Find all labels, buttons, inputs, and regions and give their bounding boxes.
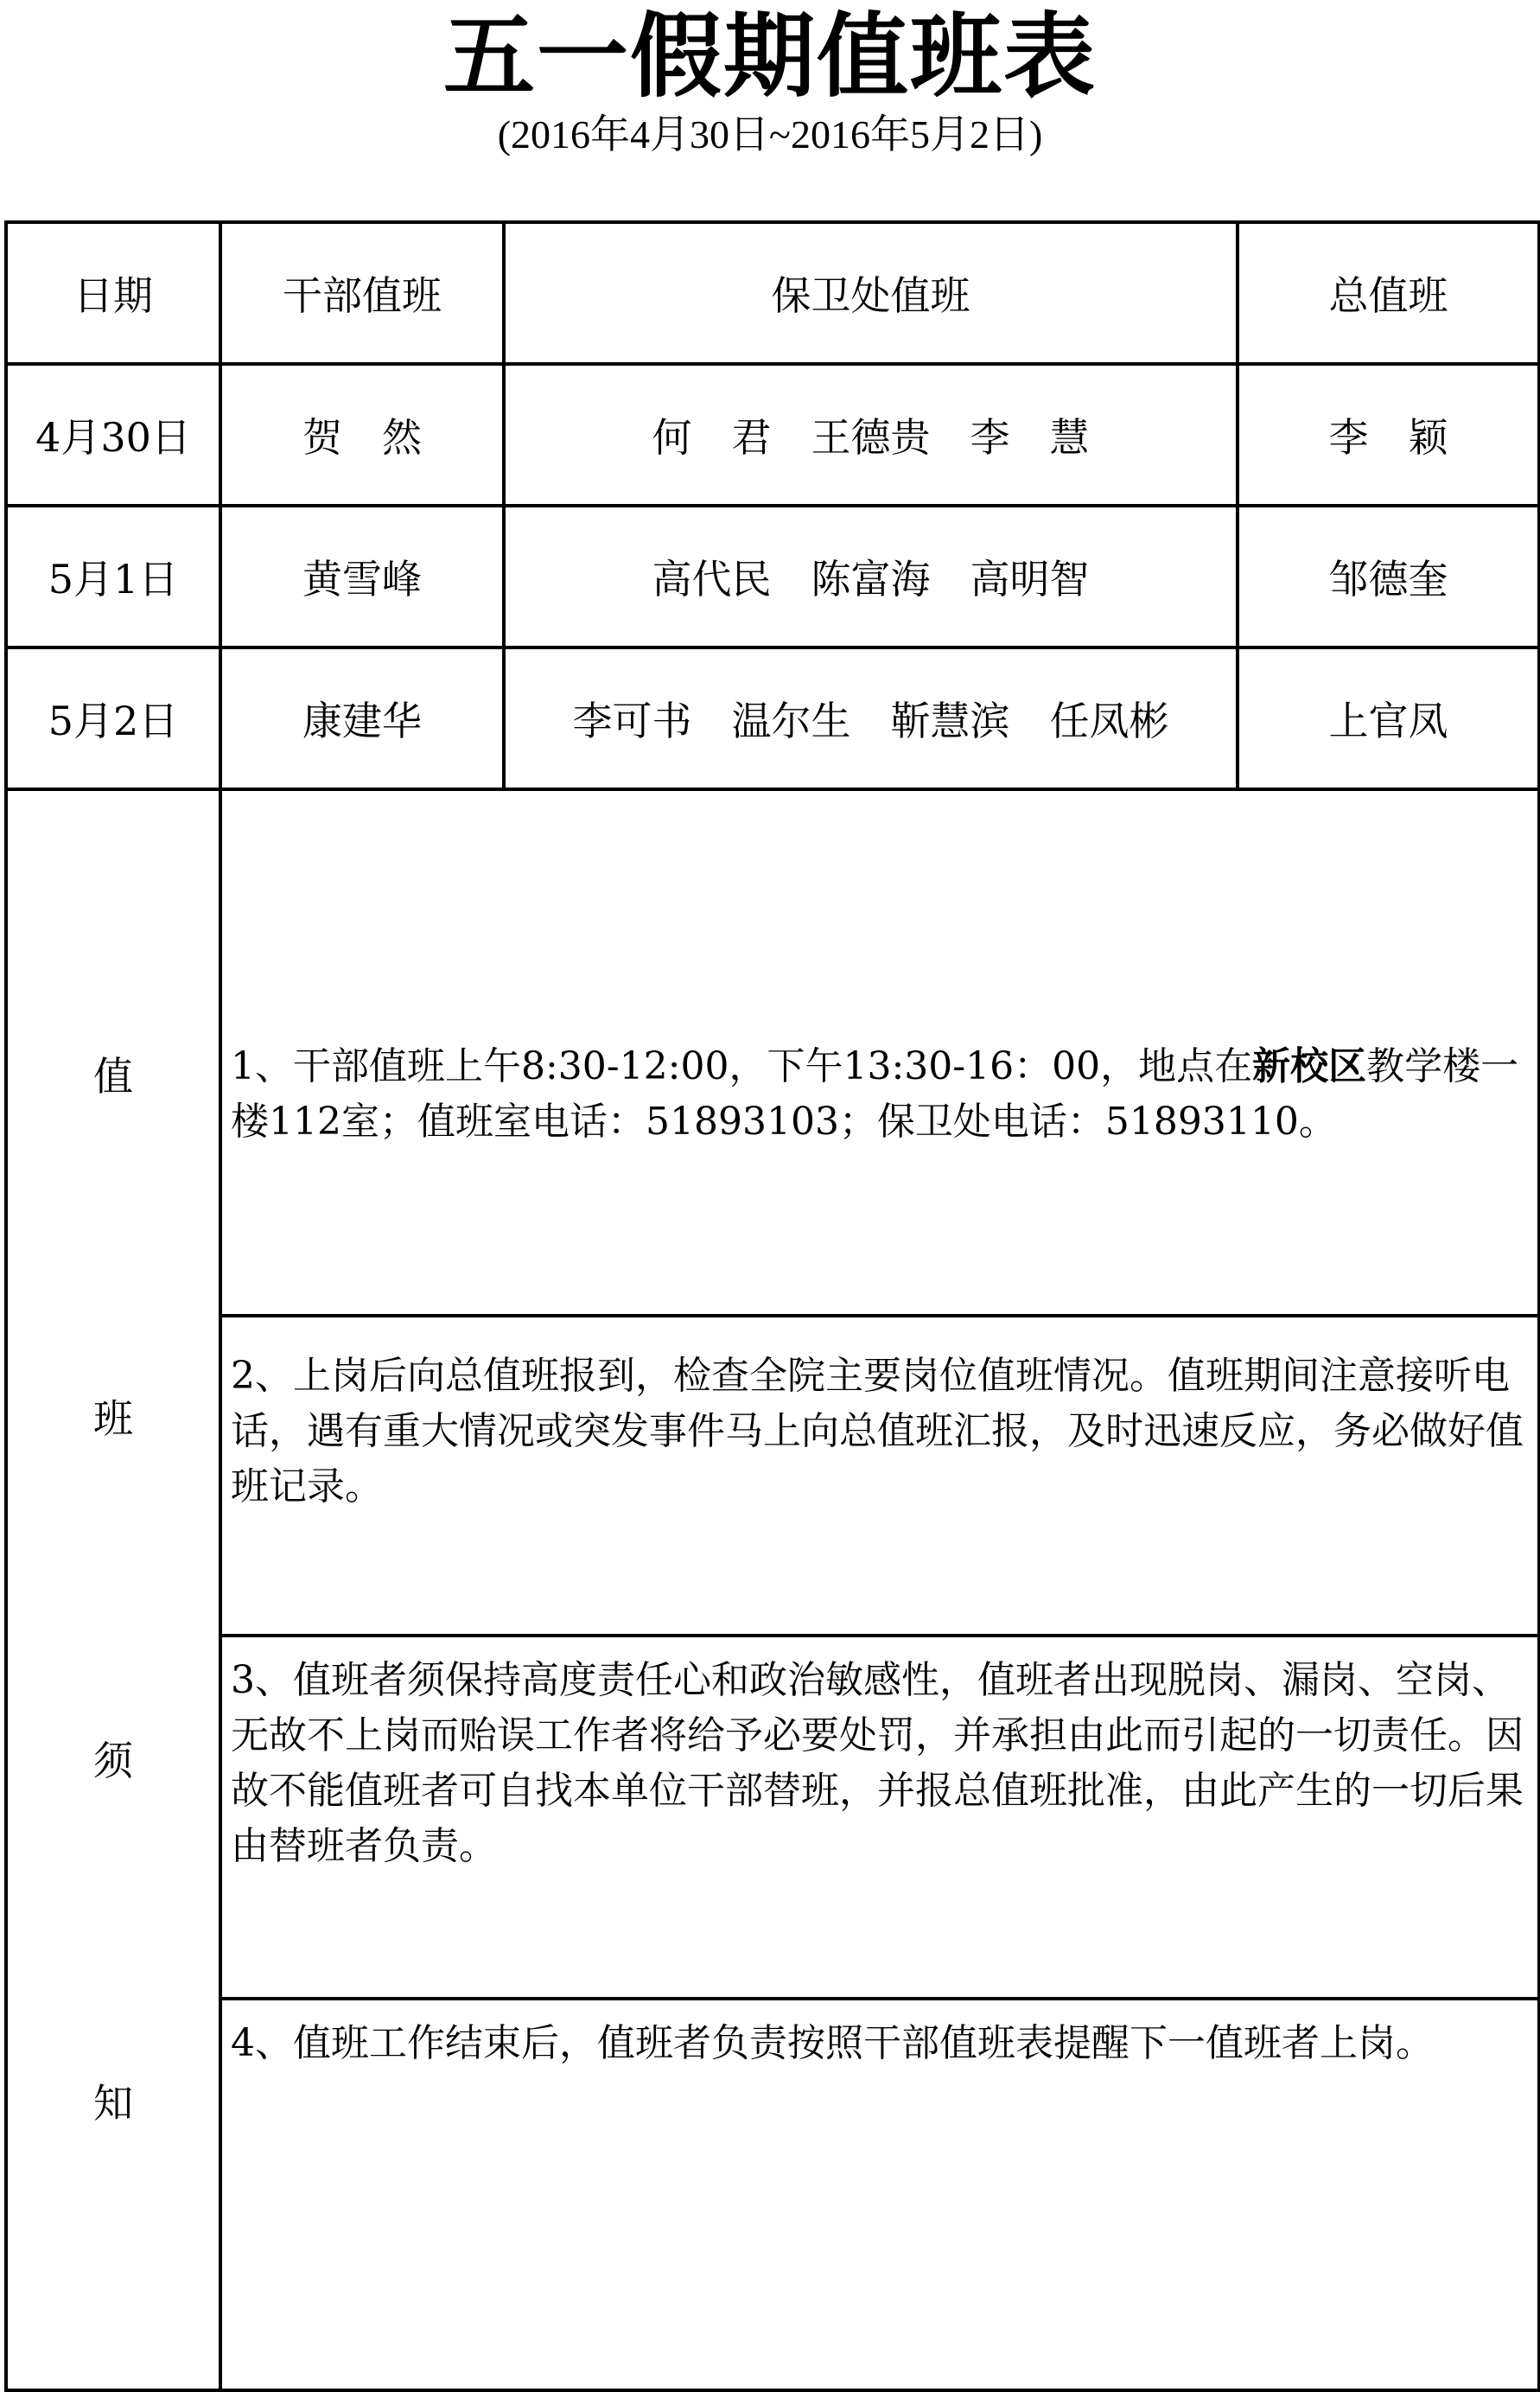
notice-item-1-text-cont: 教学楼一楼112室；值班室电话：51893103；保卫处电话：51893110。 — [231, 1044, 1519, 1144]
notice-item-2: 2、上岗后向总值班报到，检查全院主要岗位值班情况。值班期间注意接听电话，遇有重大情况或突发事件马上向总值班汇报，及时迅速反应，务必做好值班记录。 — [222, 1314, 1537, 1540]
row-date: 4月30日 — [6, 364, 220, 506]
page-title: 五一假期值班表 — [443, 3, 1097, 110]
row-date: 5月1日 — [6, 506, 220, 647]
table-header-row — [6, 222, 1539, 364]
row-cadre: 贺 然 — [220, 364, 504, 506]
row-security: 高代民 陈富海 高明智 — [504, 506, 1238, 647]
notice-item-4: 4、值班工作结束后，值班者负责按照干部值班表提醒下一值班者上岗。 — [222, 1997, 1537, 2140]
notice-item-3: 3、值班者须保持高度责任心和政治敏感性，值班者出现脱岗、漏岗、空岗、无故不上岗而贻误工作者将给予必要处罚，并承担由此而引起的一切责任。因故不能值班者可自找本单位干部替班，并报总值班批准，由此产生的一切后果由替班者负责。 — [222, 1634, 1537, 1904]
row-chief: 上官凤 — [1238, 647, 1539, 789]
notice-label — [6, 789, 220, 2390]
table-row — [6, 647, 1539, 789]
notice-item-1 — [222, 1039, 1537, 1221]
notice-label-char: 须 — [93, 1738, 133, 1784]
row-security: 何 君 王德贵 李 慧 — [504, 364, 1238, 506]
notice-label-char: 值 — [93, 1053, 133, 1100]
header-cadre-duty: 干部值班 — [220, 222, 504, 364]
header-chief-duty: 总值班 — [1238, 222, 1539, 364]
header-security-duty: 保卫处值班 — [504, 222, 1238, 364]
duty-schedule-table — [4, 220, 1540, 2392]
notice-row — [6, 789, 1539, 2390]
header-date: 日期 — [6, 222, 220, 364]
row-cadre: 康建华 — [220, 647, 504, 789]
row-date: 5月2日 — [6, 647, 220, 789]
row-cadre: 黄雪峰 — [220, 506, 504, 647]
notice-item-1-location: 新校区 — [1252, 1044, 1367, 1088]
row-chief: 邹德奎 — [1238, 506, 1539, 647]
notice-label-char: 班 — [93, 1395, 133, 1442]
date-range-subtitle: (2016年4月30日~2016年5月2日) — [497, 112, 1043, 156]
notice-items — [220, 789, 1539, 2390]
row-chief: 李 颖 — [1238, 364, 1539, 506]
notice-label-char: 知 — [93, 2080, 133, 2127]
notice-item-1-text: 1、干部值班上午8:30-12:00，下午13:30-16：00，地点在 — [231, 1044, 1253, 1088]
row-security: 李可书 温尔生 靳慧滨 任凤彬 — [504, 647, 1238, 789]
table-row — [6, 364, 1539, 506]
table-row — [6, 506, 1539, 647]
